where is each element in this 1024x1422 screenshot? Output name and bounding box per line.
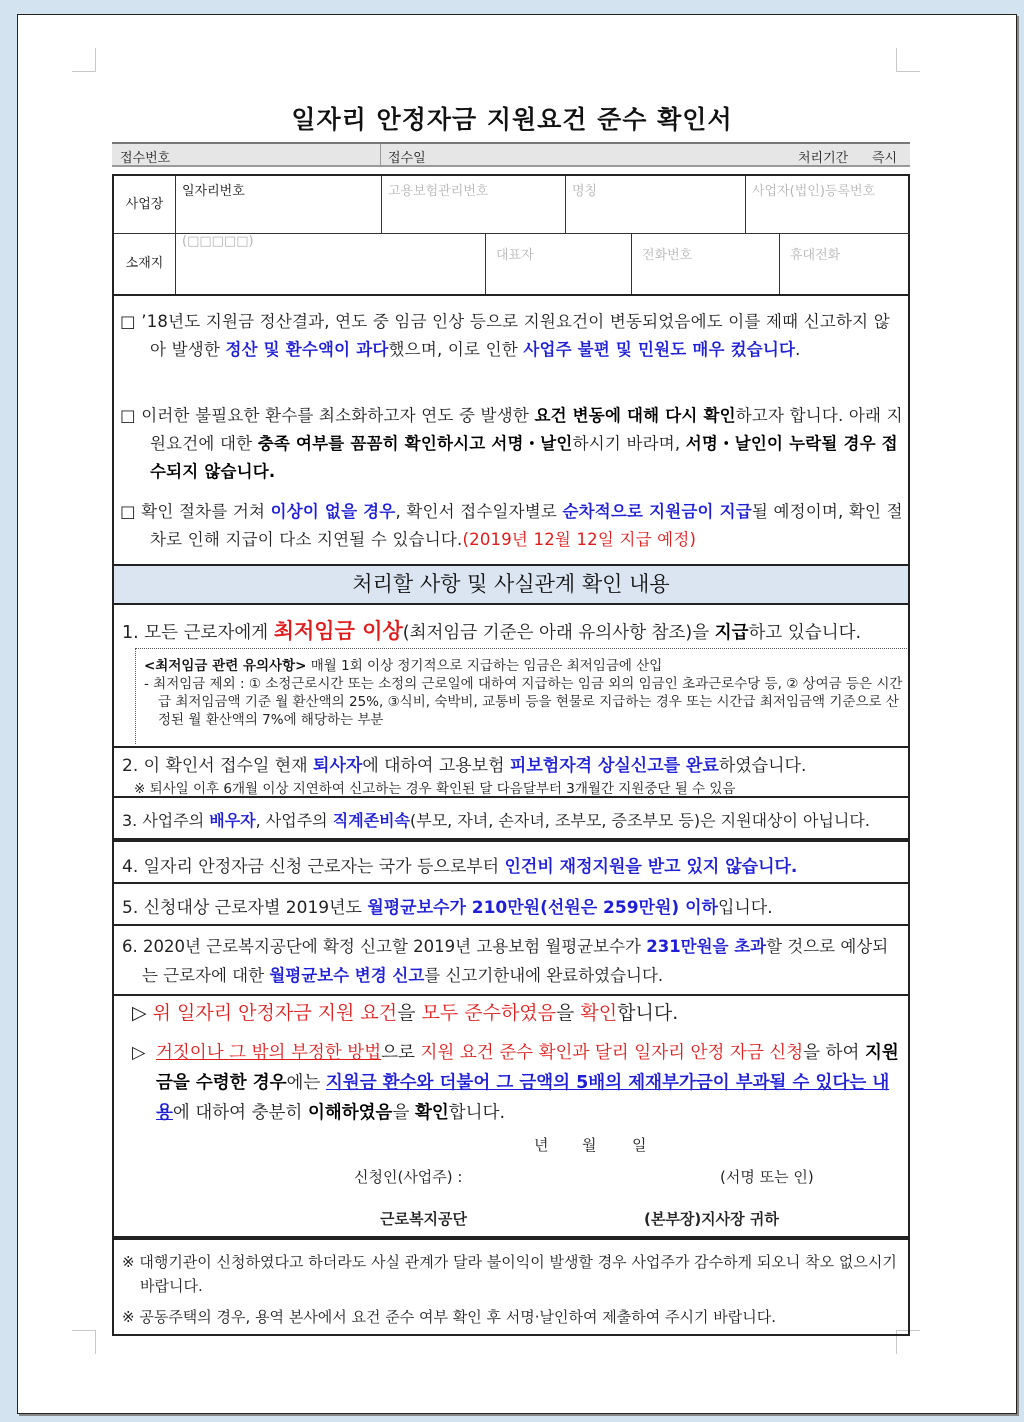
emphasis-text: 배우자 [209, 811, 256, 830]
emphasis-text: (2019년 12월 12일 지급 예정) [462, 530, 697, 549]
min-wage-note [135, 648, 907, 744]
emphasis-text: 월평균보수 변경 신고 [269, 966, 425, 985]
signature-label: (서명 또는 인) [720, 1168, 814, 1186]
text-run: 이러한 불필요한 환수를 최소화하고자 연도 중 발생한 [141, 406, 535, 425]
text-run: 에 대하여 충분히 [172, 1103, 308, 1123]
emphasis-text: 서명・날인이 누락될 경우 접수되지 않습니다. [150, 434, 898, 481]
crop-mark-top-right [896, 48, 920, 72]
text-run: 5. 신청대상 근로자별 2019년도 [122, 898, 368, 918]
date-year: 년 [534, 1136, 549, 1154]
address-label: 소재지 [114, 234, 176, 294]
text-run: 을 하여 [803, 1043, 865, 1063]
declaration-line-2 [132, 1038, 902, 1128]
emphasis-text: 지원 요건 준수 확인과 달리 일자리 안정 자금 신청 [420, 1043, 804, 1063]
text-run: (부모, 자녀, 손자녀, 조부모, 증조부모 등)은 지원대상이 아닙니다. [410, 811, 870, 830]
crop-mark-bottom-left [72, 1330, 96, 1354]
emphasis-text: 이상이 없을 경우 [270, 502, 396, 521]
requirement-item-5 [112, 884, 910, 926]
date-day: 일 [632, 1136, 647, 1154]
emphasis-text: 충족 여부를 꼼꼼히 확인하시고 서명・날인 [257, 434, 573, 453]
emphasis-text: 요건 변동에 대해 다시 확인 [534, 406, 736, 425]
date-month: 월 [582, 1136, 597, 1154]
emphasis-text: 위 일자리 안정자금 지원 요건 [152, 1002, 398, 1024]
checkbox-icon: □ [120, 502, 142, 521]
emphasis-text: 지원금을 수령한 경우 [156, 1043, 899, 1093]
footnote-1: ※ 대행기관이 신청하였다고 하더라도 사실 관계가 달라 불이익이 발생할 경우 사업주가 감수하게 되오니 착오 없으시기 바랍니다. [122, 1253, 897, 1295]
text-run: 을 [392, 1103, 415, 1123]
emphasis-text: 순차적으로 지원금이 지급 [562, 502, 752, 521]
text-run: 6. 2020년 근로복지공단에 확정 신고할 2019년 고용보험 월평균보수가 [122, 937, 647, 956]
address-field[interactable]: (□□□□□) [176, 234, 486, 294]
employment-insurance-number-field[interactable]: 고용보험관리번호 [382, 176, 566, 233]
processing-period-value: 즉시 [872, 151, 898, 166]
emphasis-text: 확인 [414, 1103, 449, 1123]
checkbox-icon: □ [120, 406, 142, 425]
text-run: 합니다. [617, 1002, 679, 1024]
representative-field[interactable]: 대표자 [486, 234, 632, 294]
emphasis-text: 사업주 불편 및 민원도 매우 컸습니다 [523, 340, 796, 359]
text-run: 을 [556, 1002, 581, 1024]
text-run: 에는 [286, 1073, 326, 1093]
text-run: , 사업주의 [255, 811, 333, 830]
requirement-item-2 [112, 746, 910, 798]
text-run: 3. 사업주의 [122, 811, 210, 830]
text-run: 합니다. [448, 1103, 506, 1123]
text-run: 입니다. [717, 898, 773, 918]
phone-field[interactable]: 전화번호 [632, 234, 780, 294]
text-run: (최저임금 기준은 아래 유의사항 참조)을 [402, 623, 715, 643]
registration-number-field[interactable]: 사업자(법인)등록번호 [752, 184, 876, 199]
intro-paragraph [120, 308, 905, 364]
organization-name: 근로복지공단 [380, 1210, 467, 1228]
text-run: . [795, 340, 801, 359]
emphasis-text: 모두 준수하였음 [421, 1002, 557, 1024]
footnotes-box [112, 1238, 910, 1336]
text-run: 에 대하여 고용보험 [362, 756, 510, 776]
emphasis-text: 정산 및 환수액이 과다 [225, 340, 389, 359]
emphasis-text: 231만원을 초과 [646, 937, 767, 956]
text-run: 하고자 합니다. 아래 지원요건에 대한 [150, 406, 903, 453]
text-run: 하고 있습니다. [748, 623, 862, 643]
page-title: 일자리 안정자금 지원요건 준수 확인서 [291, 105, 733, 134]
emphasis-text: 월평균보수가 210만원(선원은 259만원) 이하 [367, 898, 718, 918]
business-name-field[interactable]: 명칭 [566, 176, 746, 233]
intro-paragraph [120, 498, 905, 554]
receipt-date-label: 접수일 [388, 151, 426, 166]
emphasis-text: 확인 [580, 1002, 618, 1024]
emphasis-text: 지원금 환수와 더불어 그 금액의 5배의 제재부가금이 부과될 수 있다는 내용 [156, 1073, 890, 1123]
text-run: 으로 [381, 1043, 421, 1063]
section-title: 처리할 사항 및 사실관계 확인 내용 [112, 564, 910, 605]
min-wage-note-heading: <최저임금 관련 유의사항> [144, 658, 307, 674]
arrow-icon: ▷ [132, 1043, 146, 1063]
business-label: 사업장 [114, 176, 176, 233]
emphasis-text: 거짓이나 그 밖의 부정한 방법 [156, 1043, 382, 1063]
min-wage-note-detail: - 최저임금 제외 : ① 소정근로시간 또는 소정의 근로일에 대하여 지급하는 임금 외의 임금인 초과근로수당 등, ② 상여금 등은 시간급 최저임금액 기준 월 환산액의 25%, ③식비, 숙박비, 교통비 등을 현물로 지급하는 경우 또는 시간급 최저임금액 기준으로 산정된 월 환산액의 7%에 해당하는 부분 [144, 676, 903, 728]
text-run: 될 예정이며, 확인 절차로 인해 지급이 다소 지연될 수 있습니다. [150, 502, 903, 549]
text-run: 할 것으로 예상되는 근로자에 대한 [142, 937, 889, 985]
declaration-line-1 [132, 998, 678, 1025]
min-wage-note-heading-rest: 매월 1회 이상 정기적으로 지급하는 임금은 최저임금에 산입 [306, 658, 663, 674]
business-info-table [112, 174, 910, 296]
emphasis-text: 직계존비속 [332, 811, 411, 830]
mobile-field[interactable]: 휴대전화 [790, 248, 841, 263]
text-run: 확인 절차를 거쳐 [141, 502, 271, 521]
text-run: 하시기 바라며, [572, 434, 686, 453]
text-run: 2. 이 확인서 접수일 현재 [122, 756, 314, 776]
text-run: 했으며, 이로 인한 [388, 340, 524, 359]
job-number-field[interactable]: 일자리번호 [176, 176, 382, 233]
text-run: ▷ [132, 1002, 153, 1024]
text-run: 1. 모든 근로자에게 [122, 623, 274, 643]
text-run: 4. 일자리 안정자금 신청 근로자는 국가 등으로부터 [122, 857, 505, 877]
emphasis-text: 퇴사자 [313, 756, 363, 776]
text-run: 을 [397, 1002, 422, 1024]
receipt-bar [112, 142, 910, 167]
applicant-label: 신청인(사업주) : [354, 1168, 463, 1186]
text-run: , 확인서 접수일자별로 [395, 502, 563, 521]
crop-mark-top-left [72, 48, 96, 72]
recipient-name: (본부장)지사장 귀하 [644, 1210, 779, 1228]
intro-paragraph [120, 402, 905, 486]
emphasis-text: 이해하였음 [307, 1103, 393, 1123]
emphasis-text: 피보험자격 상실신고를 완료 [509, 756, 719, 776]
receipt-number-label: 접수번호 [120, 151, 171, 166]
item-2-note: ※ 퇴사일 이후 6개월 이상 지연하여 신고하는 경우 확인된 달 다음달부터 3개월간 지원중단 될 수 있음 [134, 781, 736, 797]
footnote-2: ※ 공동주택의 경우, 용역 본사에서 요건 준수 여부 확인 후 서명·날인하여 제출하여 주시기 바랍니다. [122, 1308, 776, 1326]
emphasis-text: 지급 [714, 623, 749, 643]
emphasis-text: 최저임금 이상 [273, 619, 403, 643]
checkbox-icon: □ [120, 312, 142, 331]
text-run: ’18년도 지원금 정산결과, 연도 중 임금 인상 등으로 지원요건이 변동되었음에도 이를 제때 신고하지 않아 발생한 [141, 312, 890, 359]
processing-period-label: 처리기간 [798, 151, 849, 166]
declaration-box [112, 994, 910, 1238]
emphasis-text: 인건비 재정지원을 받고 있지 않습니다. [504, 857, 798, 877]
requirement-item-3 [112, 798, 910, 840]
text-run: 하였습니다. [718, 756, 807, 776]
requirement-item-4 [112, 840, 910, 884]
requirement-item-6 [112, 926, 910, 996]
text-run: 를 신고기한내에 완료하였습니다. [424, 966, 664, 985]
